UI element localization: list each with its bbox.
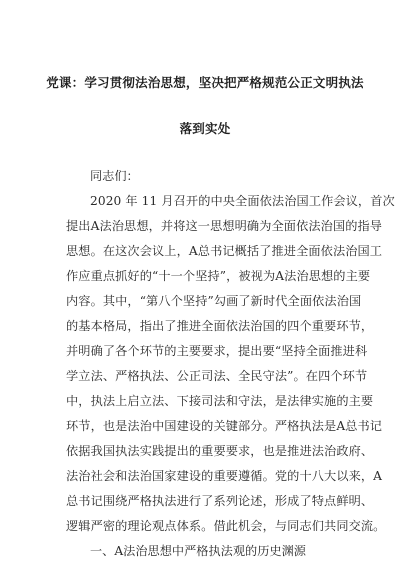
- paragraph-line: 环节，也是法治中国建设的关键部分。严格执法是A总书记: [66, 419, 383, 433]
- paragraph-line: 2020 年 11 月召开的中央全面依法治国工作会议，首次: [90, 194, 395, 208]
- paragraph-line: 学立法、严格执法、公正司法、全民守法”。在四个环节: [66, 369, 368, 383]
- paragraph-line: 法治社会和法治国家建设的重要遵循。党的十八大以来，A: [66, 469, 383, 483]
- document-title-line-2: 落到实处: [179, 121, 231, 136]
- paragraph-line: 作应重点抓好的“十一个坚持”，被视为A法治思想的主要: [66, 269, 371, 283]
- document-title-line-1: 党课：学习贯彻法治思想，坚决把严格规范公正文明执法: [46, 75, 364, 90]
- section-heading: 一、A法治思想中严格执法观的历史渊源: [90, 544, 306, 558]
- paragraph-line: 的基本格局，指出了推进全面依法治国的四个重要环节，: [66, 319, 374, 333]
- paragraph-line: 依据我国执法实践提出的重要要求，也是推进法治政府、: [66, 444, 374, 458]
- paragraph-line: 思想。在这次会议上，A总书记概括了推进全面依法治国工: [66, 244, 383, 258]
- paragraph-line: 中，执法上启立法、下接司法和守法，是法律实施的主要: [66, 394, 374, 408]
- paragraph-line: 并明确了各个环节的主要要求，提出要“坚持全面推进科: [66, 344, 368, 358]
- paragraph-line: 提出A法治思想，并将这一思想明确为全面依法治国的指导: [66, 219, 383, 233]
- greeting: 同志们：: [90, 169, 139, 183]
- paragraph-line: 逻辑严密的理论观点体系。借此机会，与同志们共同交流。: [66, 519, 386, 533]
- paragraph-line: 总书记围绕严格执法进行了系列论述，形成了特点鲜明、: [66, 494, 374, 508]
- paragraph-line: 内容。其中，“第八个坚持”勾画了新时代全面依法治国: [66, 294, 362, 308]
